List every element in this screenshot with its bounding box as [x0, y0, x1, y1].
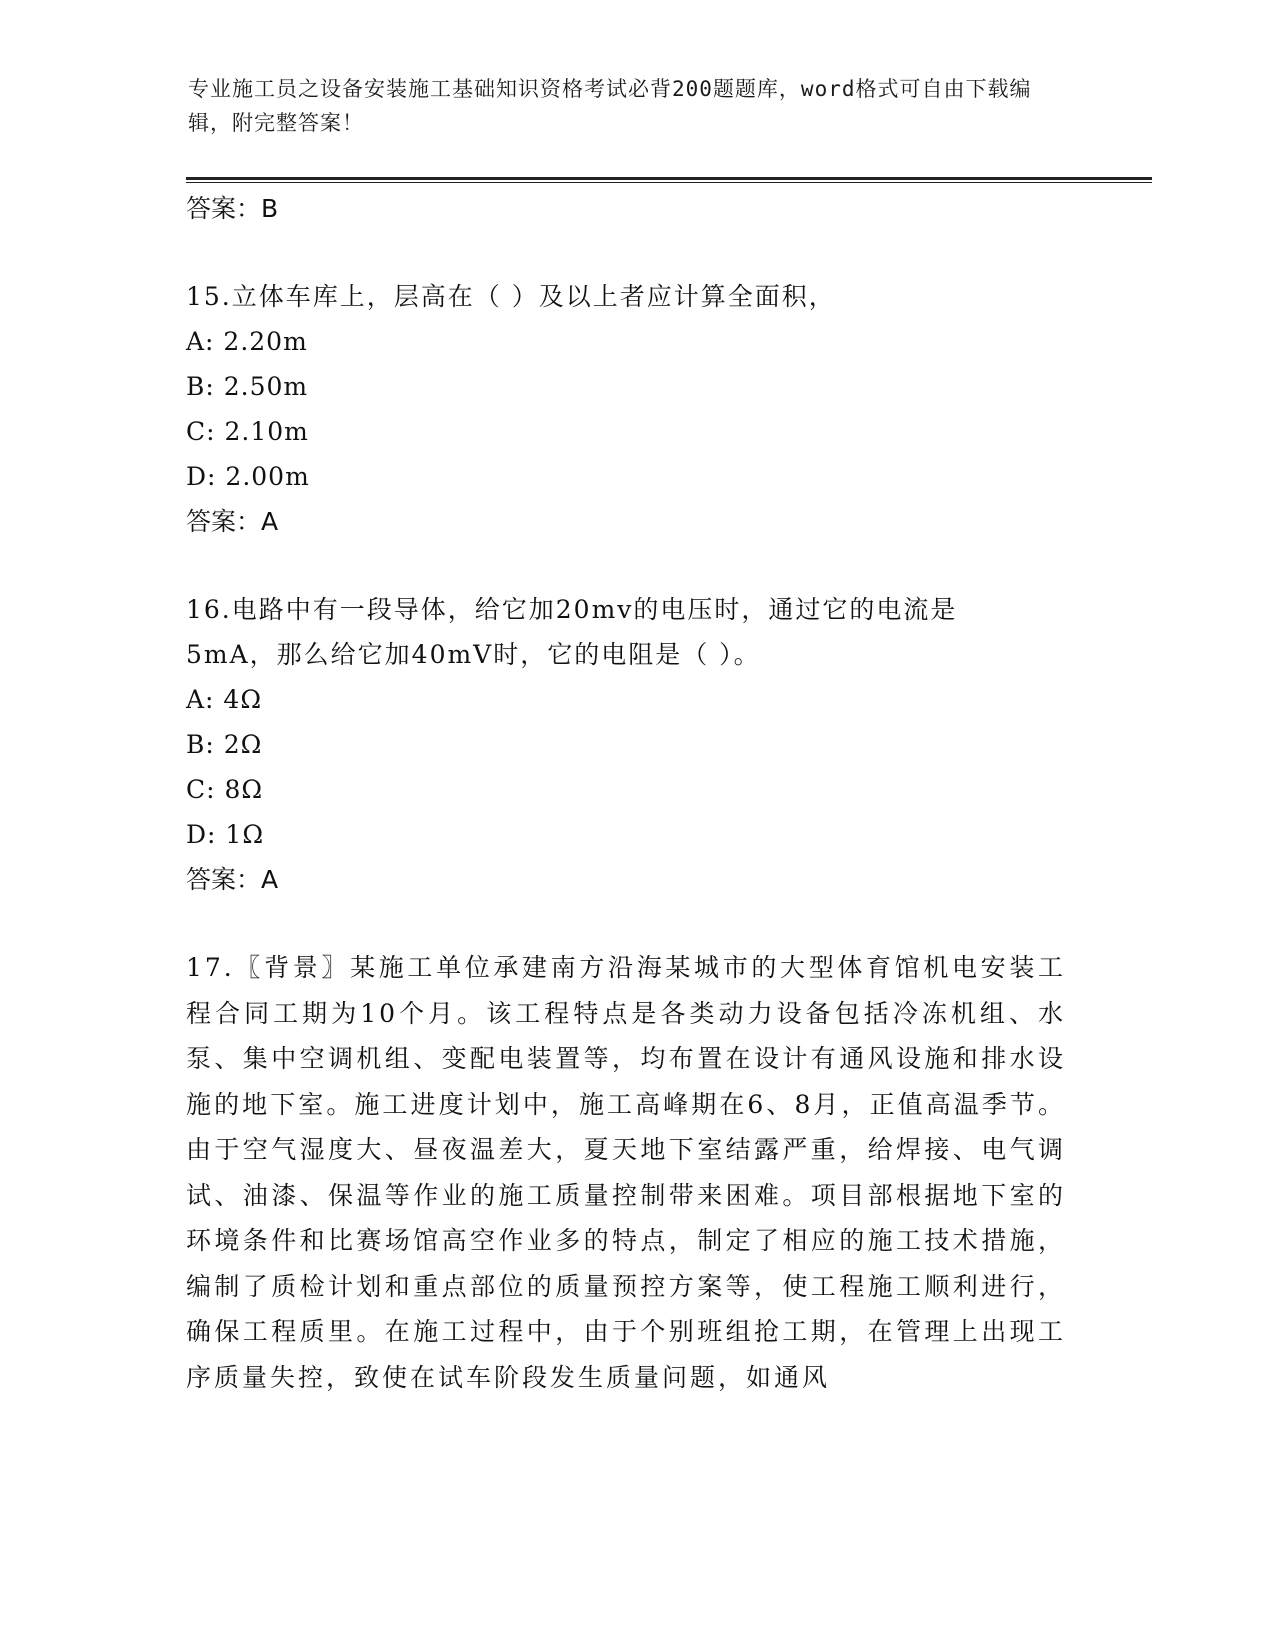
option-b: B: 2Ω — [186, 730, 263, 759]
header-divider-thin — [186, 182, 1152, 183]
header-divider — [186, 177, 1152, 180]
question-16 — [186, 587, 1086, 903]
option-c: C: 8Ω — [186, 775, 264, 804]
answer-line: 答案：A — [186, 507, 279, 536]
page-header-title: 专业施工员之设备安装施工基础知识资格考试必背200题题库，word格式可自由下载编辑，附完整答案！ — [188, 77, 1032, 135]
question-stem: 15.立体车库上，层高在（ ）及以上者应计算全面积， — [186, 282, 836, 311]
question-15 — [186, 274, 1086, 545]
question-stem: 16.电路中有一段导体，给它加20mv的电压时，通过它的电流是5mA，那么给它加40mV时，它的电阻是（ ）。 — [186, 595, 958, 669]
option-d: D: 2.00m — [186, 462, 310, 491]
option-c: C: 2.10m — [186, 417, 309, 446]
question-17 — [186, 945, 1086, 1400]
option-a: A: 2.20m — [186, 327, 308, 356]
option-a: A: 4Ω — [186, 685, 263, 714]
option-b: B: 2.50m — [186, 372, 309, 401]
answer-line: 答案：A — [186, 865, 279, 894]
option-d: D: 1Ω — [186, 820, 265, 849]
answer-line: 答案：B — [186, 194, 279, 223]
question-background-paragraph: 17.〖背景〗某施工单位承建南方沿海某城市的大型体育馆机电安装工程合同工期为10个月。该工程特点是各类动力设备包括冷冻机组、水泵、集中空调机组、变配电装置等，均布置在设计有通风设施和排水设施的地下室。施工进度计划中，施工高峰期在6、8月，正值高温季节。由于空气湿度大、昼夜温差大，夏天地下室结露严重，给焊接、电气调试、油漆、保温等作业的施工质量控制带来困难。项目部根据地下室的环境条件和比赛场馆高空作业多的特点，制定了相应的施工技术措施，编制了质检计划和重点部位的质量预控方案等，使工程施工顺利进行，确保工程质里。在施工过程中，由于个别班组抢工期，在管理上出现工序质量失控，致使在试车阶段发生质量问题，如通风 — [186, 953, 1066, 1392]
main-content — [186, 186, 1086, 1400]
